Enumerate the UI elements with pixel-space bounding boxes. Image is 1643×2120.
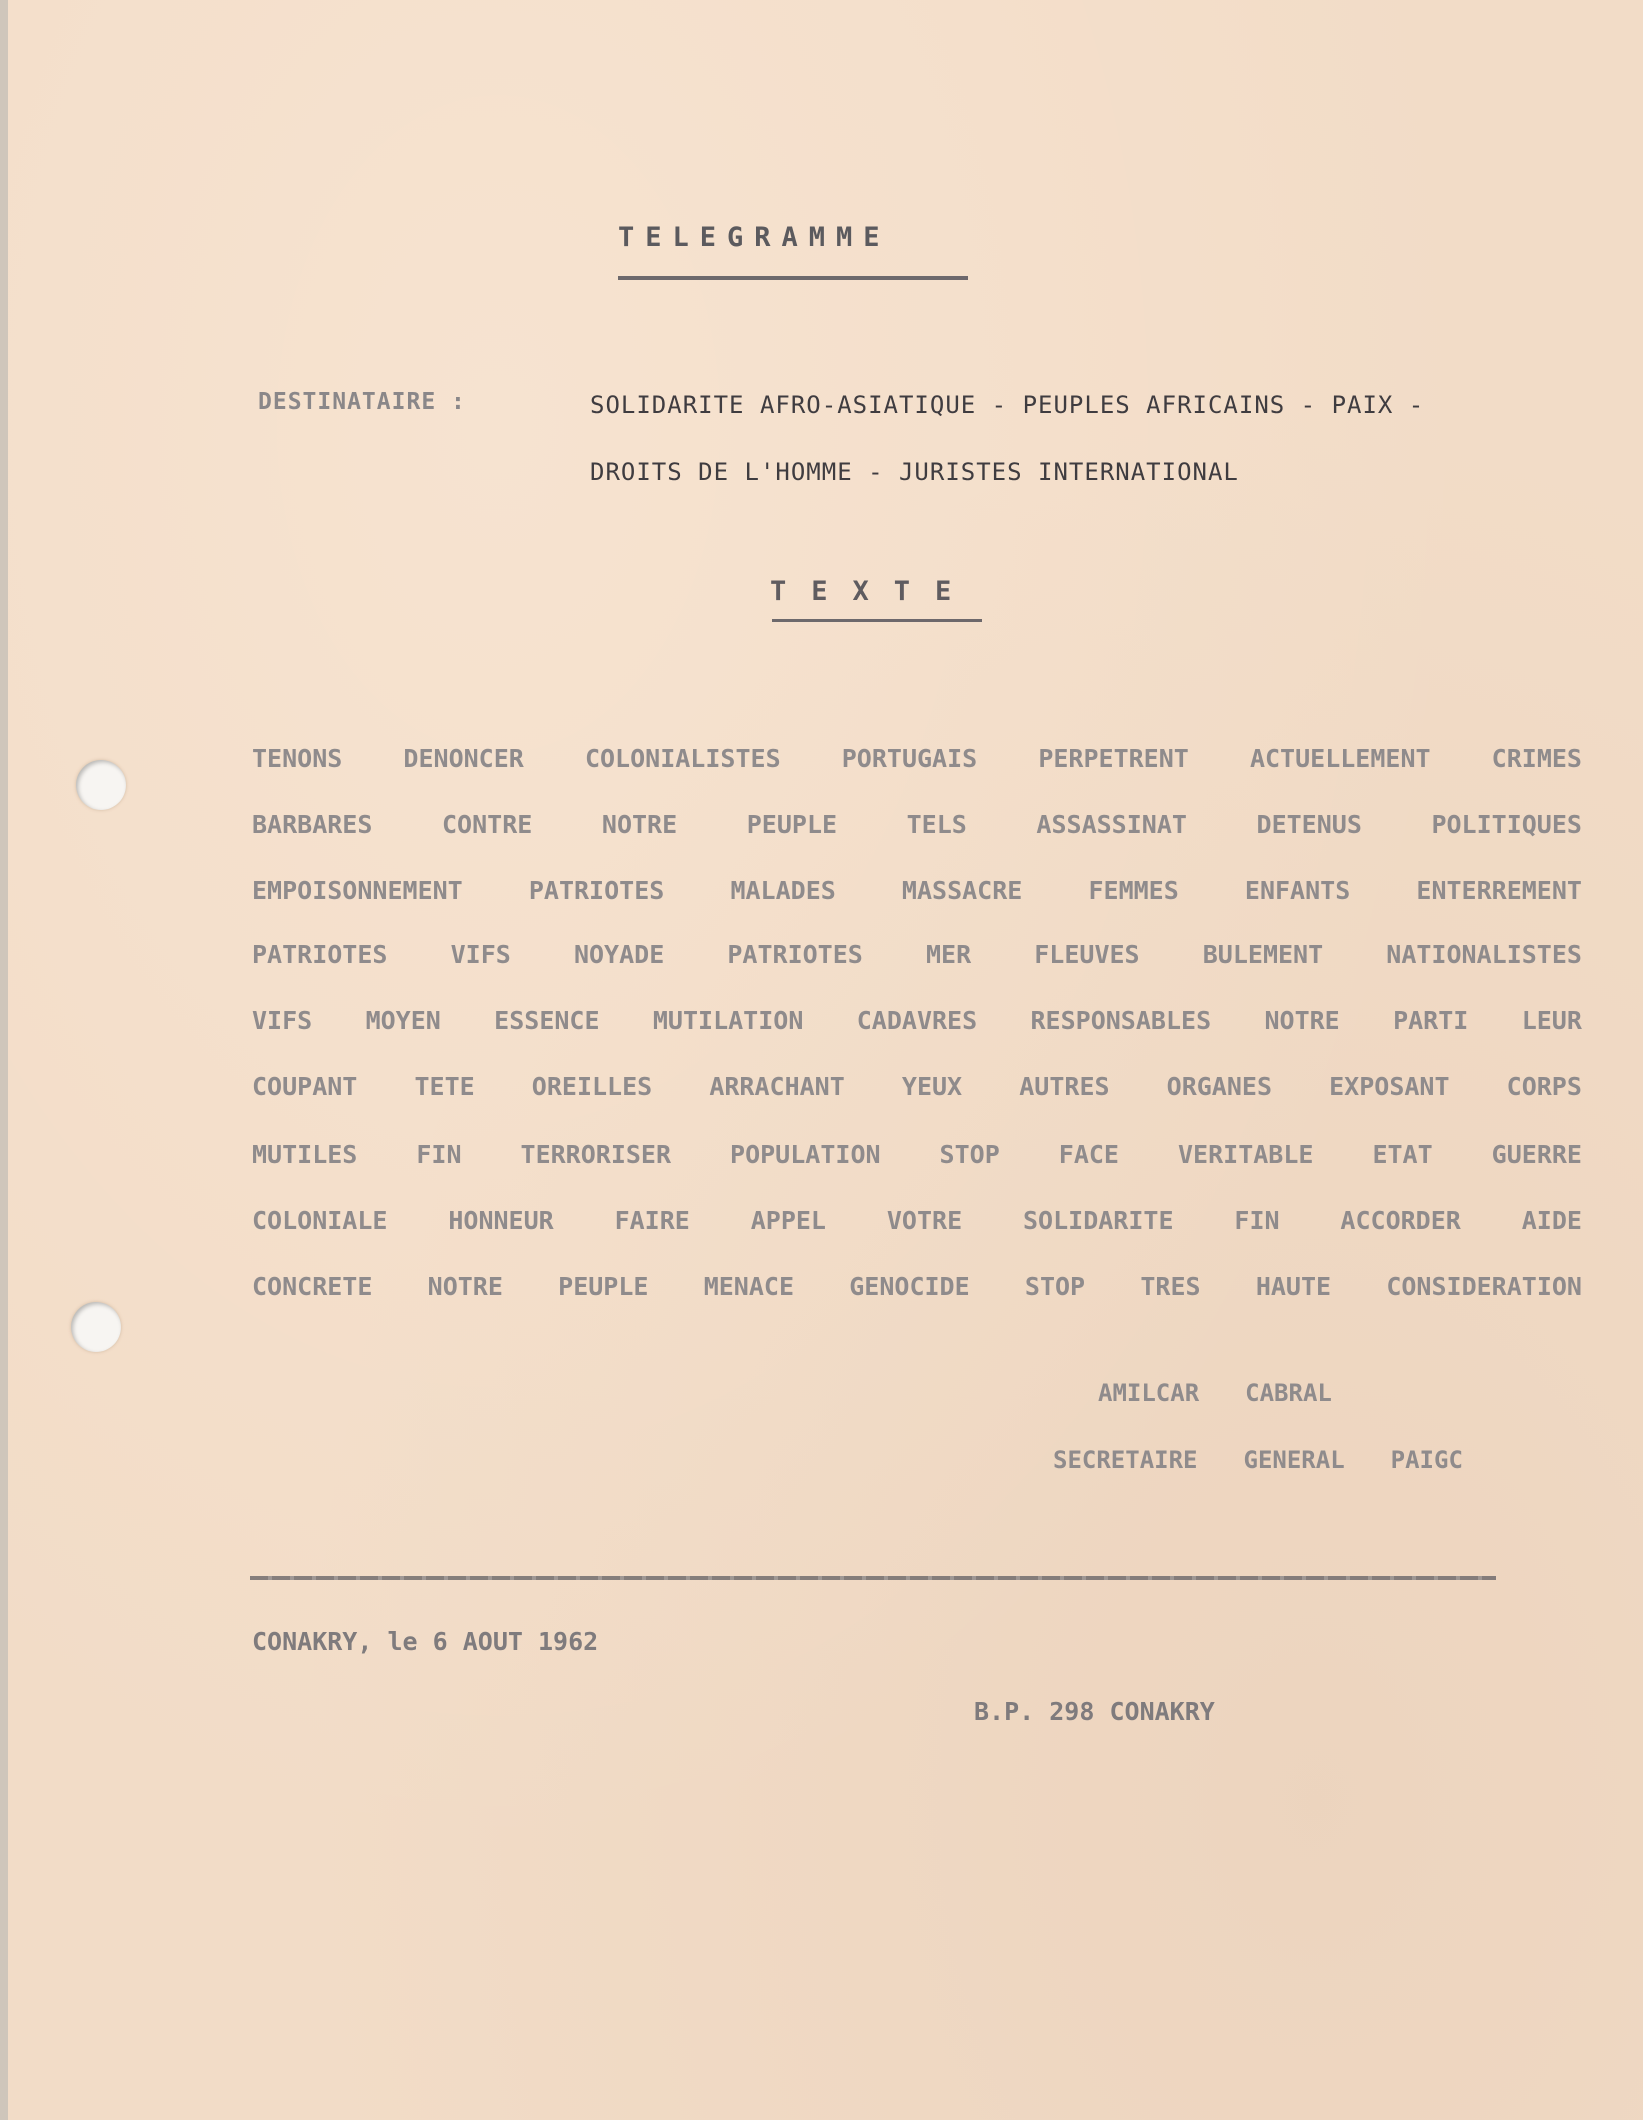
body-word: YEUX [901, 1072, 963, 1101]
body-line [252, 1272, 1582, 1301]
body-word: CONCRETE [252, 1272, 373, 1301]
body-word: ENFANTS [1244, 876, 1351, 905]
body-word: CONSIDERATION [1386, 1272, 1582, 1301]
body-line [252, 1206, 1582, 1235]
telegram-page [8, 0, 1643, 2120]
body-word: TRES [1140, 1272, 1201, 1301]
body-word: CRIMES [1491, 744, 1582, 773]
body-line [252, 744, 1582, 773]
place-and-date: CONAKRY, le 6 AOUT 1962 [252, 1627, 599, 1656]
title-underline [618, 276, 968, 280]
body-word: CORPS [1506, 1072, 1582, 1101]
body-word: HAUTE [1255, 1272, 1332, 1301]
body-word: COLONIALISTES [584, 744, 781, 773]
signature-name [1098, 1379, 1332, 1407]
body-word: PATRIOTES [528, 876, 665, 905]
body-word: FACE [1058, 1140, 1119, 1169]
body-word: FIN [416, 1140, 462, 1169]
body-word: MOYEN [365, 1006, 441, 1035]
body-word: PEUPLE [558, 1272, 649, 1301]
body-word: ACTUELLEMENT [1249, 744, 1431, 773]
body-word: MENACE [703, 1272, 795, 1301]
punch-hole-bottom [71, 1302, 121, 1352]
body-word: ESSENCE [494, 1006, 600, 1035]
body-word: EXPOSANT [1329, 1072, 1450, 1101]
recipient-line-2: DROITS DE L'HOMME - JURISTES INTERNATIONAL [590, 458, 1239, 486]
body-word: MUTILATION [652, 1006, 804, 1035]
recipient-label: DESTINATAIRE : [258, 389, 466, 415]
body-word: MUTILES [252, 1140, 358, 1169]
body-word: NOYADE [573, 940, 665, 969]
body-word: COLONIALE [252, 1206, 388, 1235]
body-word: MASSACRE [901, 876, 1023, 905]
signature-title-word-2: GENERAL [1243, 1446, 1345, 1474]
body-word: POLITIQUES [1431, 810, 1582, 839]
body-word: PATRIOTES [252, 940, 388, 969]
text-heading-underline [772, 619, 982, 622]
body-word: FLEUVES [1034, 940, 1140, 969]
body-word: EMPOISONNEMENT [252, 876, 463, 905]
body-word: PEUPLE [746, 810, 838, 839]
body-word: SOLIDARITE [1023, 1206, 1174, 1235]
signature-title [1053, 1446, 1463, 1474]
body-word: STOP [1024, 1272, 1086, 1301]
body-word: PARTI [1393, 1006, 1469, 1035]
body-line [252, 1006, 1582, 1035]
signature-title-word-1: SECRETAIRE [1053, 1446, 1198, 1474]
body-word: NOTRE [1264, 1006, 1340, 1035]
postal-box: B.P. 298 CONAKRY [974, 1697, 1215, 1726]
body-word: AIDE [1521, 1206, 1582, 1235]
body-word: DENONCER [403, 744, 524, 773]
punch-hole-top [76, 760, 126, 810]
body-word: FIN [1234, 1206, 1280, 1235]
body-word: PERPETRENT [1038, 744, 1189, 773]
body-word: TERRORISER [520, 1140, 672, 1169]
body-word: TENONS [252, 744, 343, 773]
body-word: BARBARES [252, 810, 373, 839]
body-word: ETAT [1372, 1140, 1433, 1169]
body-word: ARRACHANT [709, 1072, 845, 1101]
footer-divider [250, 1576, 1496, 1580]
body-word: DETENUS [1256, 810, 1362, 839]
body-word: AUTRES [1019, 1072, 1110, 1101]
body-word: VERITABLE [1177, 1140, 1314, 1169]
body-word: VIFS [252, 1006, 313, 1035]
body-word: STOP [939, 1140, 1000, 1169]
body-word: ACCORDER [1340, 1206, 1461, 1235]
body-word: ENTERREMENT [1416, 876, 1582, 905]
body-word: PATRIOTES [727, 940, 863, 969]
recipient-line-1: SOLIDARITE AFRO-ASIATIQUE - PEUPLES AFRICAINS - PAIX - [590, 391, 1425, 419]
body-word: APPEL [750, 1206, 826, 1235]
body-word: ORGANES [1166, 1072, 1273, 1101]
body-word: GENOCIDE [849, 1272, 970, 1301]
body-word: NATIONALISTES [1386, 940, 1582, 969]
text-heading: TEXTE [770, 576, 977, 607]
body-word: RESPONSABLES [1030, 1006, 1212, 1035]
document-title: TELEGRAMME [618, 222, 891, 253]
body-word: PORTUGAIS [841, 744, 978, 773]
body-word: MALADES [730, 876, 836, 905]
body-word: GUERRE [1491, 1140, 1582, 1169]
body-word: NOTRE [427, 1272, 503, 1301]
body-line [252, 940, 1582, 969]
body-word: TETE [414, 1072, 475, 1101]
body-word: CADAVRES [856, 1006, 978, 1035]
body-line [252, 1140, 1582, 1169]
signature-last-name: CABRAL [1245, 1379, 1332, 1407]
body-word: COUPANT [252, 1072, 358, 1101]
body-line [252, 810, 1582, 839]
body-word: VOTRE [886, 1206, 963, 1235]
body-word: ASSASSINAT [1036, 810, 1187, 839]
body-line [252, 876, 1582, 905]
body-word: CONTRE [442, 810, 533, 839]
body-word: OREILLES [531, 1072, 653, 1101]
body-word: BULEMENT [1202, 940, 1324, 969]
body-word: HONNEUR [448, 1206, 554, 1235]
body-word: NOTRE [601, 810, 678, 839]
body-word: LEUR [1521, 1006, 1582, 1035]
body-word: TELS [906, 810, 967, 839]
body-word: VIFS [450, 940, 511, 969]
body-word: FAIRE [614, 1206, 690, 1235]
signature-first-name: AMILCAR [1098, 1379, 1200, 1407]
body-word: FEMMES [1088, 876, 1179, 905]
body-word: MER [925, 940, 972, 969]
body-line [252, 1072, 1582, 1101]
body-word: POPULATION [730, 1140, 881, 1169]
signature-title-word-3: PAIGC [1390, 1446, 1463, 1474]
